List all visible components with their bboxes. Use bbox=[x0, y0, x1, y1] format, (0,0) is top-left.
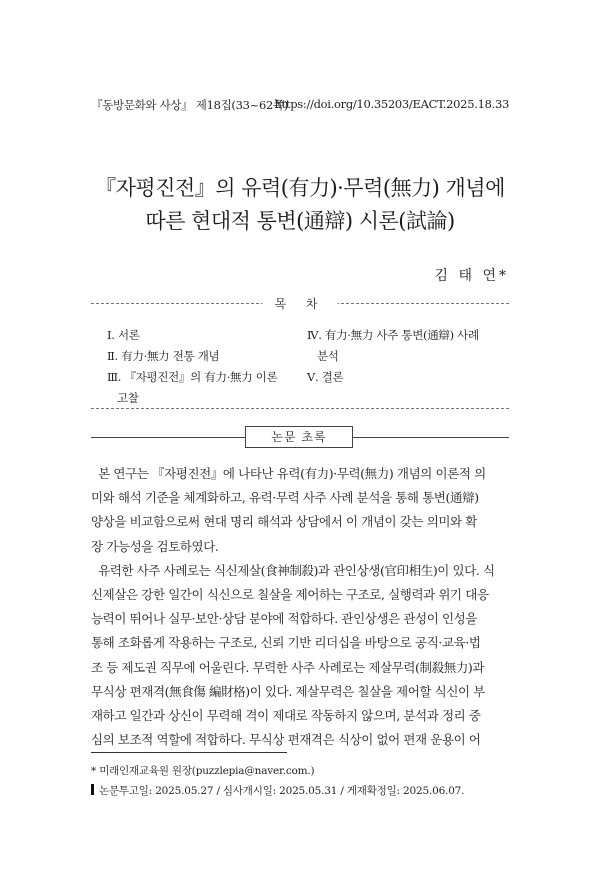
abstract-line: 본 연구는 『자평진전』에 나타난 유력(有力)·무력(無力) 개념의 이론적 의 bbox=[91, 466, 486, 481]
toc-item-continuation: 분석 bbox=[317, 349, 339, 363]
abstract-line: 장 가능성을 검토하였다. bbox=[91, 538, 219, 554]
footnote-dates-text: 논문투고일: 2025.05.27 / 심사개시일: 2025.05.31 / 게재확정일: 2025.06.07. bbox=[99, 785, 465, 797]
toc-label: 목 차 bbox=[263, 295, 338, 312]
toc-item-continuation: 고찰 bbox=[117, 391, 139, 405]
section-heading-abstract: 논문 초록 bbox=[245, 426, 353, 448]
toc-item-text: Ⅲ. 『자평진전』의 有力·無力 이론 bbox=[107, 370, 278, 384]
toc-item-text: Ⅳ. 有力·無力 사주 통변(通辯) 사례 bbox=[307, 328, 479, 342]
toc-item bbox=[307, 325, 507, 367]
table-of-contents bbox=[91, 297, 509, 409]
toc-item bbox=[107, 367, 297, 409]
abstract-line: 재하고 일간과 상신이 무력해 격이 제대로 작동하지 않으며, 분석과 정리 중 bbox=[91, 708, 481, 724]
footnote-rule bbox=[91, 752, 287, 753]
abstract-body bbox=[91, 462, 509, 752]
abstract-line: 통해 조화롭게 작용하는 구조로, 신뢰 기반 리더십을 바탕으로 공직·교육·법 bbox=[91, 635, 481, 651]
abstract-line: 무식상 편재격(無食傷 編財格)이 있다. 제살무력은 칠살을 제어할 식신이 부 bbox=[91, 683, 485, 699]
toc-item bbox=[107, 325, 297, 346]
journal-citation: 『동방문화와 사상』 제18집(33~62쪽) bbox=[91, 98, 289, 112]
paper-title-line-2: 따른 현대적 통변(通辯) 시론(試論) bbox=[145, 209, 455, 233]
toc-item bbox=[107, 346, 297, 367]
abstract-line: 미와 해석 기준을 체계화하고, 유력·무력 사주 사례 분석을 통해 통변(通辯) bbox=[91, 490, 479, 506]
abstract-line: 양상을 비교함으로써 현대 명리 해석과 상담에서 이 개념이 갖는 의미와 확 bbox=[91, 514, 477, 530]
toc-item-text: Ⅴ. 결론 bbox=[307, 370, 344, 384]
footnote-affiliation: * 미래인재교육원 원장(puzzlepia@naver.com.) bbox=[91, 765, 315, 777]
paper-title-line-1: 『자평진전』의 유력(有力)·무력(無力) 개념에 bbox=[95, 176, 505, 200]
abstract-line: 능력이 뛰어나 실무·보안·상담 분야에 적합하다. 관인상생은 관성이 인성을 bbox=[91, 611, 477, 627]
toc-item-text: Ⅱ. 有力·無力 전통 개념 bbox=[107, 349, 220, 363]
author-name: 김 태 연* bbox=[434, 268, 509, 284]
toc-item-text: Ⅰ. 서론 bbox=[107, 328, 140, 342]
toc-right-column bbox=[307, 325, 507, 388]
abstract-line: 심의 보조적 역할에 적합하다. 무식상 편재격은 식상이 없어 편재 운용이 어 bbox=[91, 732, 481, 748]
abstract-line: 조 등 제도권 직무에 어울린다. 무력한 사주 사례로는 제살무력(制殺無力)과 bbox=[91, 659, 485, 675]
toc-item bbox=[307, 367, 507, 388]
toc-left-column bbox=[107, 325, 297, 409]
abstract-line: 신제살은 강한 일간이 식신으로 칠살을 제어하는 구조로, 실행력과 위기 대응 bbox=[91, 587, 489, 603]
footnote-bar-marker bbox=[91, 784, 94, 795]
doi-link[interactable]: https://doi.org/10.35203/EACT.2025.18.33 bbox=[274, 97, 509, 111]
abstract-line: 유력한 사주 사례로는 식신제살(食神制殺)과 관인상생(官印相生)이 있다. 식 bbox=[91, 562, 495, 578]
footnote-dates bbox=[91, 783, 464, 798]
